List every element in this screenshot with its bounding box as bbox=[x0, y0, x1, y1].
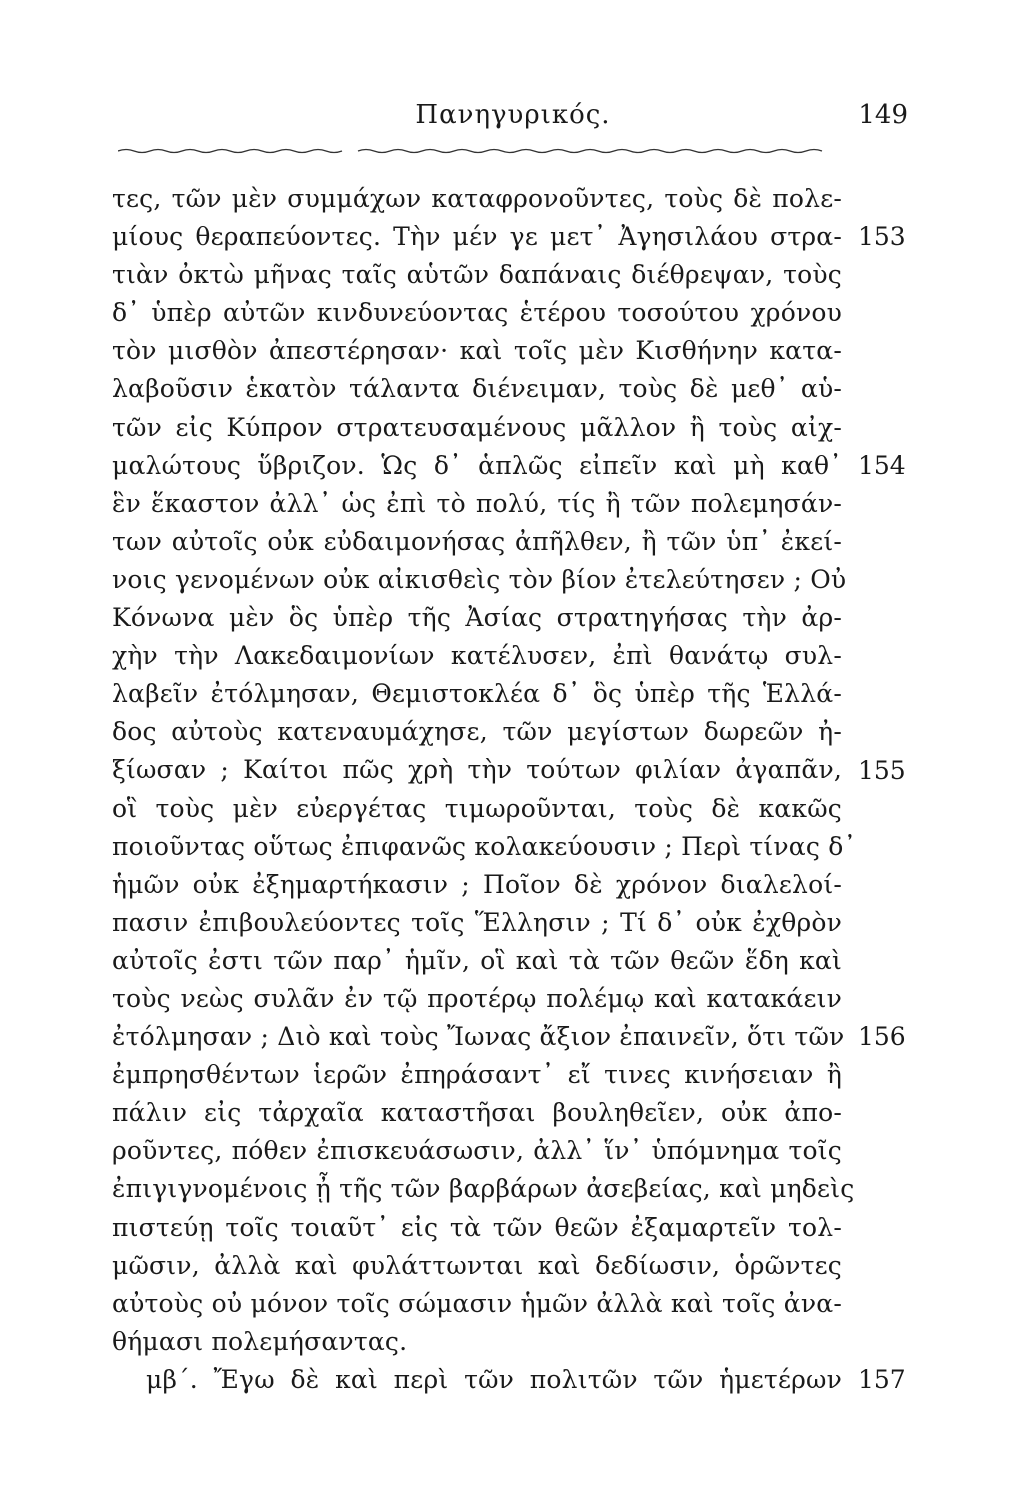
text-line: αὐτοὺς οὐ μόνον τοῖς σώμασιν ἡμῶν ἀλλὰ καὶ τοῖς ἀνα- bbox=[112, 1288, 842, 1318]
text-line: μῶσιν, ἀλλὰ καὶ φυλάττωνται καὶ δεδίωσιν, ὁρῶντες bbox=[112, 1250, 842, 1280]
page-header bbox=[118, 100, 908, 140]
text-line: αὐτοῖς ἐστι τῶν παρ᾽ ἡμῖν, οἳ καὶ τὰ τῶν θεῶν ἕδη καὶ bbox=[112, 945, 842, 975]
text-line: τῶν εἰς Κύπρον στρατευσαμένους μᾶλλον ἢ τοὺς αἰχ- bbox=[112, 412, 842, 442]
text-line: τες, τῶν μὲν συμμάχων καταφρονοῦντες, τοὺς δὲ πολε- bbox=[112, 184, 842, 213]
text-line: πιστεύῃ τοῖς τοιαῦτ᾽ εἰς τὰ τῶν θεῶν ἐξαμαρτεῖν τολ- bbox=[112, 1212, 842, 1242]
running-title: Πανηγυρικός. bbox=[415, 100, 611, 130]
text-line: ροῦντες, πόθεν ἐπισκευάσωσιν, ἀλλ᾽ ἵν᾽ ὑπόμνημα τοῖς bbox=[112, 1136, 842, 1166]
text-line: ξίωσαν ; Καίτοι πῶς χρὴ τὴν τούτων φιλίαν ἀγαπᾶν, bbox=[112, 755, 842, 785]
text-line: ποιοῦντας οὕτως ἐπιφανῶς κολακεύουσιν ; Περὶ τίνας δ᾽ bbox=[112, 831, 857, 861]
text-line: πασιν ἐπιβουλεύοντες τοῖς Ἕλλησιν ; Τί δ᾽ οὐκ ἐχθρὸν bbox=[112, 907, 842, 937]
text-line: ἡμῶν οὐκ ἐξημαρτήκασιν ; Ποῖον δὲ χρόνον διαλελοί- bbox=[112, 869, 842, 899]
text-line: δ᾽ ὑπὲρ αὐτῶν κινδυνεύοντας ἑτέρου τοσούτου χρόνου bbox=[112, 298, 842, 328]
page-number: 149 bbox=[858, 100, 908, 130]
text-line: ἐπιγιγνομένοις ᾖ τῆς τῶν βαρβάρων ἀσεβείας, καὶ μηδεὶς bbox=[112, 1174, 855, 1204]
text-line: θήμασι πολεμήσαντας. bbox=[112, 1326, 408, 1356]
text-line: λαβεῖν ἐτόλμησαν, Θεμιστοκλέα δ᾽ ὃς ὑπὲρ τῆς Ἑλλά- bbox=[112, 679, 842, 709]
section-number: 156 bbox=[858, 1022, 906, 1052]
text-line: ἐτόλμησαν ; Διὸ καὶ τοὺς Ἴωνας ἄξιον ἐπαινεῖν, ὅτι τῶν bbox=[112, 1022, 845, 1052]
section-number: 157 bbox=[858, 1365, 906, 1395]
section-number: 155 bbox=[858, 755, 906, 785]
text-line: δος αὐτοὺς κατεναυμάχησε, τῶν μεγίστων δωρεῶν ἠ- bbox=[112, 717, 842, 747]
text-line: οἳ τοὺς μὲν εὐεργέτας τιμωροῦνται, τοὺς δὲ κακῶς bbox=[112, 793, 842, 823]
text-line: τὸν μισθὸν ἀπεστέρησαν· καὶ τοῖς μὲν Κισθήνην κατα- bbox=[112, 336, 842, 366]
header-ornamental-rule bbox=[118, 148, 830, 154]
text-line: των αὐτοῖς οὐκ εὐδαιμονήσας ἀπῆλθεν, ἢ τῶν ὑπ᾽ ἐκεί- bbox=[112, 526, 842, 556]
text-line: μίους θεραπεύοντες. Τὴν μέν γε μετ᾽ Ἀγησιλάου στρα- bbox=[112, 222, 842, 252]
text-line: ἐμπρησθέντων ἱερῶν ἐπηράσαντ᾽ εἴ τινες κινήσειαν ἢ bbox=[112, 1060, 842, 1090]
text-line: χὴν τὴν Λακεδαιμονίων κατέλυσεν, ἐπὶ θανάτῳ συλ- bbox=[112, 641, 842, 671]
text-line: πάλιν εἰς τἀρχαῖα καταστῆσαι βουληθεῖεν, οὐκ ἀπο- bbox=[112, 1098, 842, 1128]
text-line: νοις γενομένων οὐκ αἰκισθεὶς τὸν βίον ἐτελεύτησεν ; Οὐ bbox=[112, 564, 847, 594]
text-line: μαλώτους ὕβριζον. Ὡς δ᾽ ἁπλῶς εἰπεῖν καὶ μὴ καθ᾽ bbox=[112, 450, 842, 480]
text-line: τοὺς νεὼς συλᾶν ἐν τῷ προτέρῳ πολέμῳ καὶ κατακάειν bbox=[112, 983, 842, 1013]
text-line: ἓν ἕκαστον ἀλλ᾽ ὡς ἐπὶ τὸ πολύ, τίς ἢ τῶν πολεμησάν- bbox=[112, 488, 842, 518]
section-number: 154 bbox=[858, 450, 906, 480]
text-line: τιὰν ὀκτὼ μῆνας ταῖς αὑτῶν δαπάναις διέθρεψαν, τοὺς bbox=[112, 260, 842, 290]
text-line: λαβοῦσιν ἑκατὸν τάλαντα διένειμαν, τοὺς δὲ μεθ᾽ αὑ- bbox=[112, 374, 842, 404]
body-text bbox=[112, 180, 857, 1399]
section-number: 153 bbox=[858, 222, 906, 252]
text-line: μβ´. Ἔγω δὲ καὶ περὶ τῶν πολιτῶν τῶν ἡμετέρων bbox=[146, 1364, 842, 1394]
text-line: Κόνωνα μὲν ὃς ὑπὲρ τῆς Ἀσίας στρατηγήσας τὴν ἀρ- bbox=[112, 603, 842, 633]
